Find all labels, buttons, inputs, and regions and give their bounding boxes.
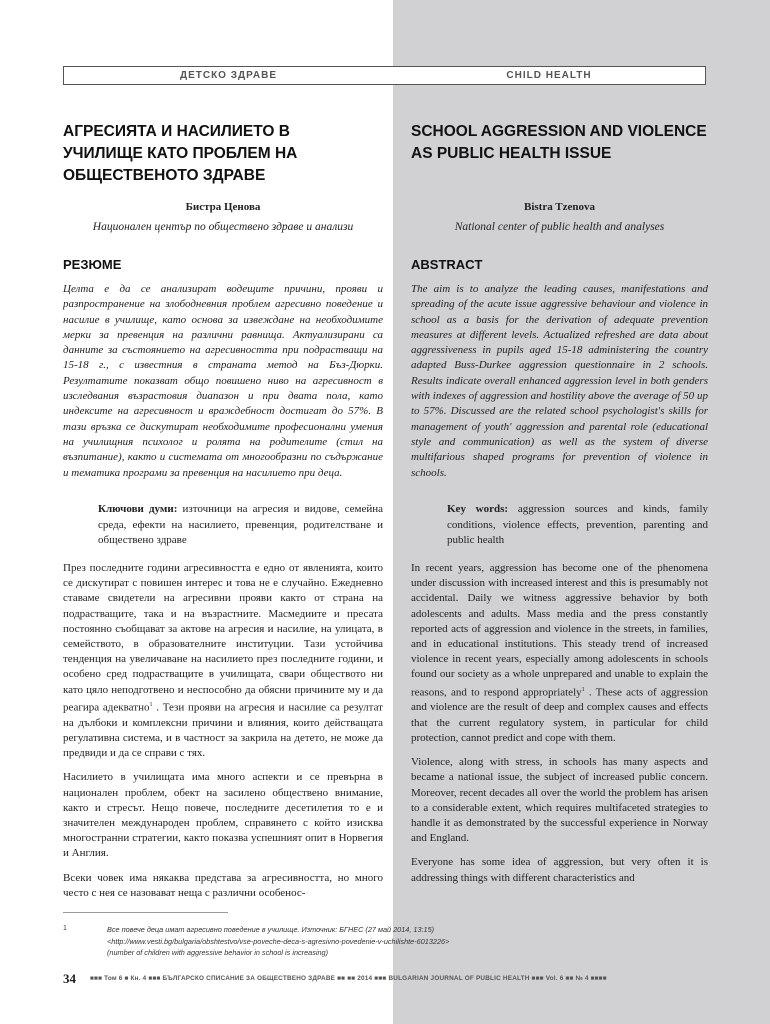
abstract-text-en: The aim is to analyze the leading causes, manifestations and spreading of the acute issue aggressive behaviour and violence in school as a basis for the derivation of adequate prevention measures at different levels. Actualized refreshed are data about aggressiveness in pupils aged 15-18 administering the country adapted Buss-Durkee aggression questionnaire in 2 schools. Results indicate overall enhanced aggression level in both genders with indexes of aggression and hostility above the average of 50 up to 57%. Discussed are the related school psychologist's skills for management of youth' aggression and parental role (educational style and communication) as well as the system of diverse multifarious shaped programs for prevention of violence in schools. bbox=[411, 283, 708, 479]
keywords-en bbox=[447, 502, 708, 549]
footnote-number: 1 bbox=[63, 925, 67, 932]
summary-heading-bg: РЕЗЮМЕ bbox=[63, 257, 122, 272]
keywords-label-en: Key words: bbox=[447, 503, 509, 515]
keywords-bg bbox=[98, 502, 383, 549]
section-header-en bbox=[393, 66, 706, 85]
keywords-text-bg: източници на агресия и видове, семейна среда, ефекти на насилието, превенция, родителстване и обществено здраве bbox=[98, 503, 384, 546]
body-paragraph-bg-1 bbox=[63, 561, 383, 761]
keywords-text-en: aggression sources and kinds, family conditions, violence effects, prevention, parenting and public health bbox=[447, 503, 709, 546]
body-paragraph-en-3: Everyone has some idea of aggression, but very often it is addressing things with different characteristics and bbox=[411, 856, 708, 884]
section-label-bg: ДЕТСКО ЗДРАВЕ bbox=[179, 70, 278, 81]
section-header-bg bbox=[63, 66, 394, 85]
affiliation-bg: Национален център по обществено здраве и анализи bbox=[92, 221, 354, 233]
footnote-divider bbox=[63, 912, 228, 913]
footnote-link[interactable]: <http://www.vesti.bg/bulgaria/obshtestvo/vse-poveche-deca-s-agresivno-povedenie-v-uchilishte-6013226> bbox=[107, 936, 450, 946]
footnote-text bbox=[107, 924, 567, 959]
footnote-ref: 1 bbox=[149, 701, 153, 708]
body-text: През последните години агресивността е едно от явленията, които се дискутират с повишен интерес и това не е случайно. Ежедневно ставаме свидетели на агресивни прояви както от страна на подрастващите, така и на възрастните. Масмедиите и пресата постоянно съобщават за актове на агресия и насилие, на улицата, в семейството, в образователните институции. Тази устойчива тенденция на увеличаване на насилието през последните години, и особено сред подрастващите в училищата, свари обществото ни като цяло неподготвено и неспособно да обясни причините му и да реагира адекватно bbox=[63, 562, 383, 714]
author-bg: Бистра Ценова bbox=[185, 201, 261, 213]
section-label-en: CHILD HEALTH bbox=[506, 70, 592, 81]
footnote-line-1: Все повече деца имат агресивно поведение в училище. Източник: БГНЕС (27 май 2014, 13:15) bbox=[107, 925, 435, 934]
body-paragraph-en-2: Violence, along with stress, in schools has many aspects and became a national issue, the subject of increased public concern. Moreover, recent decades all over the world the problem has arisen to a considerable extent, which requires multifaceted strategies to handle it as demonstrated by the successful experience in Norway and England. bbox=[411, 756, 708, 845]
body-bg bbox=[63, 561, 383, 910]
body-paragraph-en-1 bbox=[411, 561, 708, 746]
body-en bbox=[411, 561, 708, 895]
journal-footer: ■■■ Том 6 ■ Кн. 4 ■■■ БЪЛГАРСКО СПИСАНИЕ ЗА ОБЩЕСТВЕНО ЗДРАВЕ ■■ ■■ 2014 ■■■ BULGARIAN JOURNAL OF PUBLIC HEALTH ■■■ Vol. 6 ■■ № 4 ■■■■ bbox=[90, 975, 607, 982]
footnote-ref: 1 bbox=[581, 686, 585, 693]
article-title-en: SCHOOL AGGRESSION AND VIOLENCE AS PUBLIC HEALTH ISSUE bbox=[411, 123, 707, 162]
body-paragraph-bg-3: Всеки човек има някаква представа за агресивността, но много често с нея се назовават неща с различни особенос- bbox=[63, 871, 383, 899]
page-number: 34 bbox=[63, 971, 76, 986]
affiliation-en: National center of public health and analyses bbox=[454, 221, 665, 233]
body-text: . Тези прояви на агресия и насилие са резултат на дълбоки и комплексни причини и влияния, които действащата регулативна система, и в частност за закрила на детето, не може да предвиди и да се справи с тях. bbox=[63, 701, 383, 760]
footnote-line-3: (number of children with aggressive behavior in school is increasing) bbox=[107, 948, 329, 957]
summary-text-bg: Целта е да се анализират водещите причини, прояви и разпространение на злободневния проблем агресивно поведение и насилие в училище, като основа за извеждане на необходимите мерки за превенция на различни равнища. Актуализирани са данните за състоянието на агресивността при подрастващи на 15-18 г., с известния в страната метод на Бъз-Дюрки. Резултатите показват общо повишено ниво на агресивност в изследвания възрастовия диапазон и при двата пола, като индексите на агресивност и враждебност достигат до 57%. В тази връзка се дискутират необходимите професионални умения на училищния психолог и ролята на родителите (стил на възпитание), както и системата от многообразни по съдържание и тематика програми за превенция на насилието при деца. bbox=[63, 283, 383, 479]
article-title-bg: АГРЕСИЯТА И НАСИЛИЕТО В УЧИЛИЩЕ КАТО ПРОБЛЕМ НА ОБЩЕСТВЕНОТО ЗДРАВЕ bbox=[63, 123, 298, 184]
body-text: . These acts of aggression and violence are the result of deep and complex causes and effects that the current regulatory system, in particular for child protection, cannot predict and cope with them. bbox=[411, 686, 708, 744]
body-text: In recent years, aggression has become one of the phenomena under discussion with increased interest and this is presumably not accidental. Daily we witness aggressive behavior by both adolescents and adults. Mass media and the press constantly reported acts of aggression and violence in the streets, in families, and in educational institutions. This steady trend of increased violence in recent years, especially among adolescents in schools found our society as a whole unprepared and unable to explain the reasons, and to respond appropriately bbox=[411, 562, 708, 699]
body-paragraph-bg-2: Насилието в училищата има много аспекти и се превърна в национален проблем, обект на засилено обществено внимание, както и стресът. Нещо повече, последните десетилетия то е и значителен международен проблем, справянето с който изисква многостранни стратегии, както показва успешният опит в Норвегия и Англия. bbox=[63, 771, 383, 860]
abstract-heading-en: ABSTRACT bbox=[411, 257, 483, 272]
keywords-label-bg: Ключови думи: bbox=[98, 503, 178, 515]
author-en: Bistra Tzenova bbox=[524, 201, 595, 213]
